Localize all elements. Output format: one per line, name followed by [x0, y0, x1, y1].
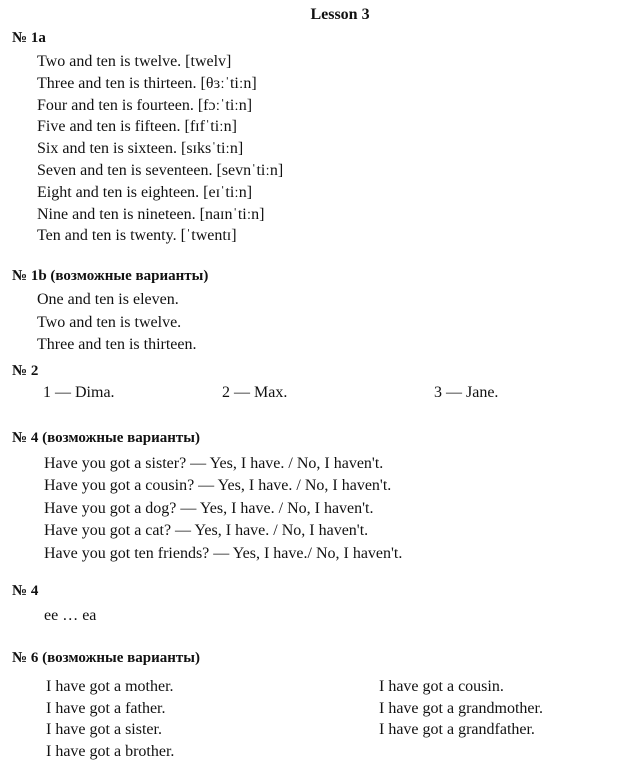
- list-item: Six and ten is sixteen. [sɪksˈtiːn]: [37, 140, 244, 158]
- list-item: I have got a grandfather.: [379, 721, 535, 738]
- list-item: I have got a cousin.: [379, 678, 504, 695]
- list-item: I have got a brother.: [46, 742, 175, 760]
- section-2-heading: № 2: [12, 363, 39, 379]
- list-item: Eight and ten is eighteen. [eɪˈtiːn]: [37, 183, 253, 201]
- section-4-heading: № 4 (возможные варианты): [12, 430, 200, 446]
- section-6-left-list: [46, 676, 174, 762]
- list-item: Nine and ten is nineteen. [naɪnˈtiːn]: [37, 205, 265, 223]
- section-4b-heading: № 4: [12, 583, 39, 599]
- list-item: Have you got a dog? — Yes, I have. / No, I haven't.: [44, 499, 374, 517]
- list-item: Have you got a cousin? — Yes, I have. / No, I haven't.: [44, 477, 392, 495]
- section-1a-list: [37, 51, 283, 247]
- list-item: Have you got ten friends? — Yes, I have./ No, I haven't.: [44, 544, 403, 562]
- list-item: Three and ten is thirteen.: [37, 336, 197, 353]
- list-item: ee … ea: [44, 607, 97, 624]
- list-item: Two and ten is twelve. [twelv]: [37, 53, 232, 70]
- list-item: Have you got a sister? — Yes, I have. / No, I haven't.: [44, 455, 384, 472]
- section-6-heading: № 6 (возможные варианты): [12, 650, 200, 666]
- lesson-title: Lesson 3: [310, 6, 370, 23]
- section-1b-list: [37, 289, 197, 357]
- answer-3: 3 — Jane.: [434, 384, 499, 401]
- list-item: Have you got a cat? — Yes, I have. / No, I haven't.: [44, 522, 369, 540]
- section-1a-heading: № 1a: [12, 30, 46, 46]
- section-4-list: [44, 453, 402, 565]
- section-6-right-list: [379, 676, 543, 741]
- answer-1: 1 — Dima.: [43, 384, 115, 401]
- list-item: Ten and ten is twenty. [ˈtwentɪ]: [37, 227, 237, 245]
- list-item: I have got a father.: [46, 699, 166, 717]
- list-item: I have got a mother.: [46, 678, 174, 695]
- list-item: I have got a grandmother.: [379, 699, 543, 717]
- list-item: I have got a sister.: [46, 721, 162, 738]
- answer-2: 2 — Max.: [222, 384, 288, 401]
- section-1b-heading: № 1b (возможные варианты): [12, 268, 209, 284]
- list-item: Three and ten is thirteen. [θɜːˈtiːn]: [37, 74, 257, 92]
- section-4b-list: [44, 605, 96, 627]
- list-item: Two and ten is twelve.: [37, 313, 182, 331]
- list-item: Five and ten is fifteen. [fɪfˈtiːn]: [37, 118, 237, 136]
- list-item: Four and ten is fourteen. [fɔːˈtiːn]: [37, 96, 253, 114]
- list-item: One and ten is eleven.: [37, 291, 179, 308]
- list-item: Seven and ten is seventeen. [sevnˈtiːn]: [37, 161, 284, 179]
